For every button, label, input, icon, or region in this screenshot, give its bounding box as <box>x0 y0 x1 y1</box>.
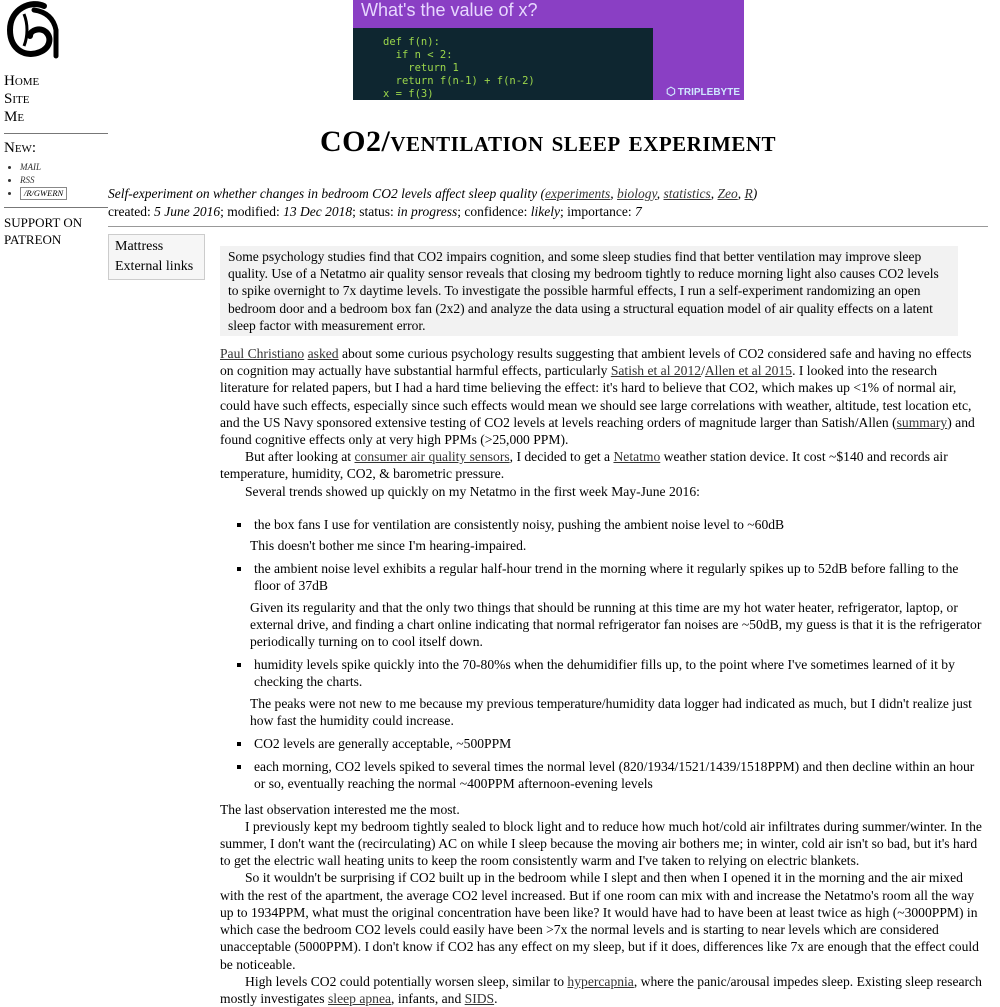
ad-brand <box>666 85 740 98</box>
gwern-logo-icon[interactable] <box>4 0 60 60</box>
sidebar-divider <box>4 133 108 134</box>
trend-text: ▪ the ambient noise level exhibits a regular half-hour trend in the morning where it regularly spikes up to 52dB before falling to the floor of 37dB <box>254 561 959 594</box>
triplebyte-logo-icon: ⬡ <box>666 86 676 98</box>
nav-home-link[interactable]: Home <box>4 73 40 89</box>
new-links-list <box>4 161 108 200</box>
paragraph-text: about some curious psychology results suggesting that ambient levels of CO2 considered safe and having no effects on cognition may actually have substantial harmful effects, particularly <box>220 346 972 379</box>
mail-link[interactable]: MAIL <box>20 162 41 172</box>
ad-brand-name: TRIPLEBYTE <box>677 87 740 98</box>
site-nav <box>4 72 108 126</box>
description-text: Self-experiment on whether changes in bedroom CO2 levels affect sleep quality ( <box>108 186 546 201</box>
trend-note: Given its regularity and that the only two things that should be running at this time are my hot water heater, refrigerator, laptop, or external drive, and finding a chart online indicating that normal refrigerator fan noises are ~50dB, my guess is that it is the refrigerator periodically turning on to cool itself down. <box>250 599 982 650</box>
patreon-support <box>4 214 108 249</box>
netatmo-link[interactable]: Netatmo <box>613 449 661 465</box>
list-item <box>252 560 988 650</box>
tag-link[interactable]: Zeo <box>717 186 738 201</box>
paragraph: Several trends showed up quickly on my Netatmo in the first week May-June 2016: <box>245 483 700 499</box>
paragraph-text: , infants, and <box>391 990 465 1006</box>
paragraph-text: High levels CO2 could potentially worsen sleep, similar to <box>245 973 568 989</box>
trend-note: The peaks were not new to me because my previous temperature/humidity data logger had indicated as much, but I didn't realize just how fast the humidity could increase. <box>250 695 972 728</box>
support-label: SUPPORT ON <box>4 215 83 230</box>
paragraph-text: , where the panic/arousal impedes sleep. Existing sleep research mostly investigates <box>220 973 982 1006</box>
ad-code-snippet: def f(n): if n < 2: return 1 return f(n-1) + f(n-2) x = f(3) <box>383 36 535 100</box>
advertisement-banner[interactable] <box>353 0 744 100</box>
paul-christiano-link[interactable]: Paul Christiano <box>220 346 305 361</box>
paragraph: So it wouldn't be surprising if CO2 built up in the bedroom while I slept and then when I opened it in the morning and the air mixed with the rest of the apartment, the average CO2 level increased. But if one room can mix with and increase the Netatmo's room all the way up to 1934PPM, what must the original concentration have been like? It would have had to have been at least twice as high (~3000PPM) in which case the bedroom CO2 levels could easily have been >7x the normal levels and is starting to near levels which are considered unacceptable (5000PPM). I don't know if CO2 has any effect on my sleep, but if it does, differences like 7x are enough that the effect could be noticeable. <box>220 870 979 972</box>
created-label: created: <box>108 204 151 219</box>
confidence-label: confidence: <box>464 204 528 219</box>
modified-label: modified: <box>227 204 280 219</box>
paragraph: The last observation interested me the most. <box>220 801 460 817</box>
tag-link[interactable]: statistics <box>663 186 711 201</box>
trend-note: This doesn't bother me since I'm hearing-impaired. <box>250 538 527 554</box>
patreon-link[interactable]: PATREON <box>4 232 62 247</box>
nav-site-link[interactable]: Site <box>4 91 30 107</box>
asked-link[interactable]: asked <box>307 346 339 361</box>
summary-link[interactable]: summary <box>896 414 948 430</box>
trend-text: ▪ CO2 levels are generally acceptable, ~500PPM <box>254 736 512 752</box>
trends-list <box>220 516 988 793</box>
page-description: Self-experiment on whether changes in bedroom CO2 levels affect sleep quality (experiments, biology, statistics, Zeo, R) <box>108 186 758 201</box>
ad-question: What's the value of x? <box>361 0 538 20</box>
paragraph-text: , I decided to get a <box>509 449 614 465</box>
paragraph-text: weather station device. It cost ~$140 and records air temperature, humidity, CO2, & barometric pressure. <box>220 449 948 482</box>
importance-label: importance: <box>567 204 632 219</box>
abstract-block: Some psychology studies find that CO2 impairs cognition, and some sleep studies find that better ventilation may improve sleep quality. Use of a Netatmo air quality sensor reveals that closing my bedroom tightly to reduce morning light also causes CO2 levels to spike overnight to 7x daytime levels. To investigate the possible harmful effects, I run a self-experiment randomizing an open bedroom door and a bedroom box fan (2x2) and analyze the data using a structural equation model of air quality effects on a latent sleep factor with measurement error. <box>220 246 958 336</box>
list-item <box>20 174 108 187</box>
created-date: 5 June 2016 <box>154 204 221 219</box>
tag-link[interactable]: R <box>744 186 753 201</box>
paragraph <box>220 973 988 1007</box>
sids-link[interactable]: SIDS <box>464 990 495 1006</box>
sidebar-divider <box>4 207 108 208</box>
nav-me-link[interactable]: Me <box>4 109 25 125</box>
page-title: CO2/ventilation sleep experiment <box>319 125 777 158</box>
modified-date: 13 Dec 2018 <box>283 204 353 219</box>
table-of-contents <box>108 234 205 280</box>
list-item <box>20 187 108 200</box>
confidence-value: likely <box>530 204 560 219</box>
trend-text: ▪ each morning, CO2 levels spiked to several times the normal level (820/1934/1521/1439/1518PPM) and then decline within an hour or so, eventually reaching the normal ~400PPM afternoon-evening levels <box>254 759 975 792</box>
paragraph <box>220 345 988 448</box>
toc-item-mattress[interactable]: Mattress <box>115 239 164 254</box>
importance-value: 7 <box>634 204 642 219</box>
status-label: status: <box>359 204 394 219</box>
status-value: in progress <box>397 204 458 219</box>
description-close: ) <box>752 186 758 201</box>
tag-link[interactable]: biology <box>617 186 657 201</box>
allen-2015-link[interactable]: Allen et al 2015 <box>704 363 793 379</box>
article-body <box>220 345 988 1007</box>
paragraph: I previously kept my bedroom tightly sealed to block light and to reduce how much hot/cold air infiltrates during summer/winter. In the summer, I don't want the (recirculating) AC on while I sleep because the moving air bothers me; in winter, cold air isn't so bad, but it's hard to get the electric wall heating units to keep the room consistently warm and I've taken to relying on electric blankets. <box>220 818 982 869</box>
reddit-link[interactable]: /R/GWERN <box>20 187 67 200</box>
toc-item-external-links[interactable]: External links <box>115 259 194 274</box>
consumer-sensors-link[interactable]: consumer air quality sensors <box>354 449 510 465</box>
new-heading: New: <box>4 140 37 156</box>
paragraph-text: But after looking at <box>245 449 355 465</box>
paragraph-text: ) and found cognitive effects only at very high PPMs (>25,000 PPM). <box>220 414 975 448</box>
paragraph-text: . <box>494 990 498 1006</box>
list-item <box>252 758 988 792</box>
separator-text: / <box>701 363 705 379</box>
list-item <box>252 656 988 729</box>
list-item <box>252 516 988 554</box>
list-item <box>252 735 988 752</box>
tag-link[interactable]: experiments <box>545 186 611 201</box>
page-metadata: created: 5 June 2016; modified: 13 Dec 2018; status: in progress; confidence: likely; importance: 7 <box>108 204 988 227</box>
trend-text: ▪ humidity levels spike quickly into the 70-80%s when the dehumidifier fills up, to the point where I've sometimes learned of it by checking the charts. <box>254 657 955 690</box>
satish-2012-link[interactable]: Satish et al 2012 <box>610 363 702 379</box>
paragraph <box>220 448 988 482</box>
sidebar <box>4 0 108 249</box>
hypercapnia-link[interactable]: hypercapnia <box>567 973 634 989</box>
list-item <box>20 161 108 174</box>
sleep-apnea-link[interactable]: sleep apnea <box>328 990 392 1006</box>
trend-text: ▪ the box fans I use for ventilation are consistently noisy, pushing the ambient noise level to ~60dB <box>254 516 785 532</box>
paragraph-text: . I looked into the research literature for related papers, but I had a hard time believing the effect: it's hard to believe that CO2, which makes up <1% of normal air, could have such effects, especially since such effects would mean we should see large correlations with weather, altitude, test location etc, and the US Navy sponsored extensive testing of CO2 levels at levels reaching orders of magnitude larger than Satish/Allen ( <box>220 363 972 430</box>
ad-code-panel <box>353 28 653 100</box>
rss-link[interactable]: RSS <box>20 175 35 185</box>
